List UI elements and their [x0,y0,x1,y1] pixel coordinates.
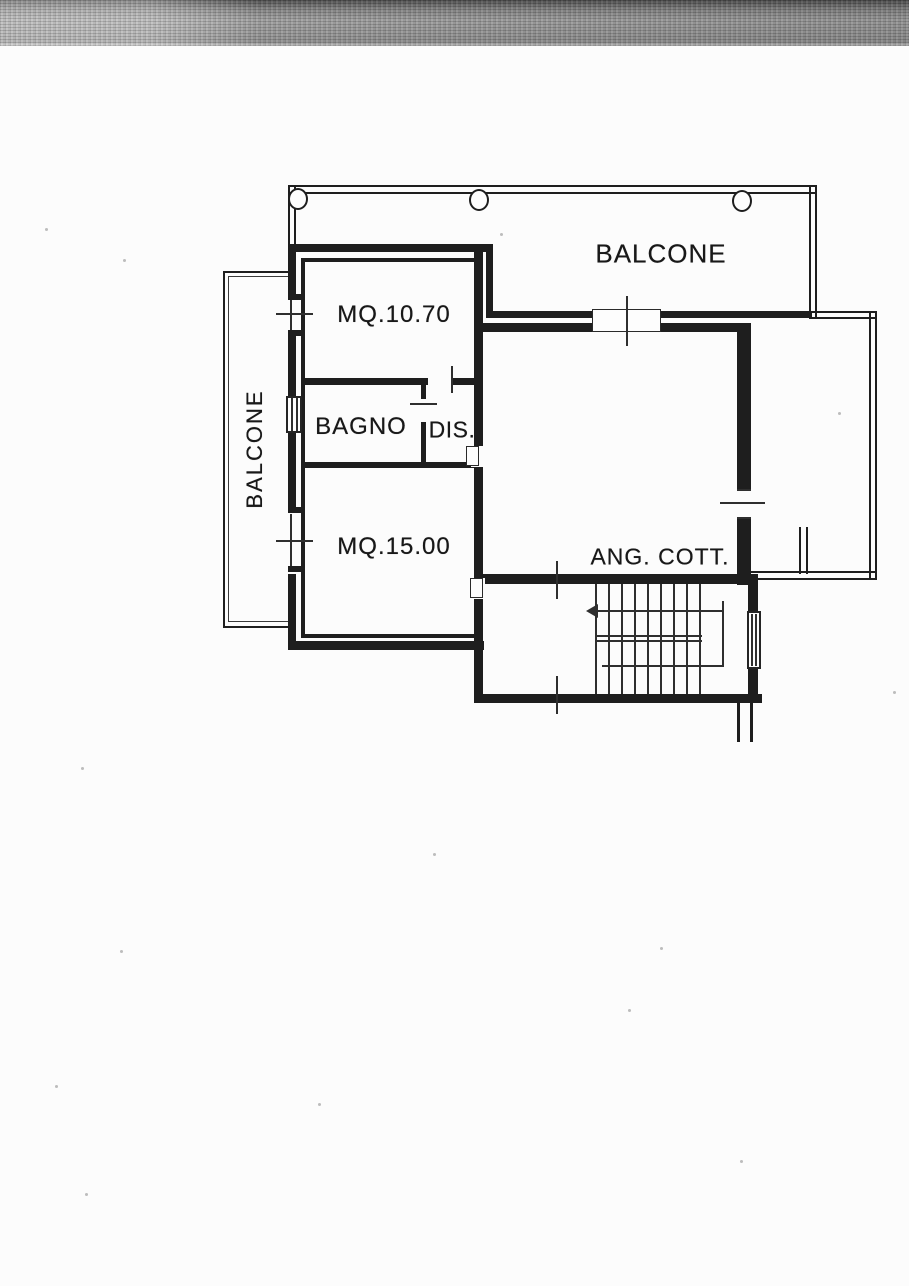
window-mq1070-jamb-bottom [288,330,302,336]
stair-tread [621,584,623,694]
window-living-pane-left [592,309,627,332]
window-mq1500-jamb-top [288,507,302,513]
window-mq1070-glass-line [290,299,292,333]
stair-direction-arrow-icon [586,604,598,618]
window-living-center-tick [626,296,628,346]
living-stair-divider-wall [474,574,758,584]
label-room-mq-15-00: MQ.15.00 [337,533,451,560]
understair-wall-right [750,703,753,742]
door-mq1070-tick [451,366,453,393]
window-mq1070-center-tick [276,313,313,315]
window-mq1500-jamb-bottom [288,566,302,572]
door-living-balcony-tick [720,502,765,504]
balcony-top-right-wall [809,185,817,318]
balcony-column [288,188,308,210]
window-bagno-line-a [291,398,293,431]
apartment-top-wall [288,244,493,252]
stair-tread [660,584,662,694]
stair-landing-line-a [595,635,702,637]
window-bagno-line-b [296,398,298,431]
stair-tread [699,584,701,694]
living-right-wall [737,323,751,585]
window-stairwell-line-b [755,614,757,666]
balcony-divider-stub [799,527,808,574]
door-bagno-dis-tick [410,403,437,405]
label-bagno: BAGNO [315,413,407,440]
label-balcone-left: BALCONE [242,389,267,509]
door-living-balcony-edge-bottom [737,517,751,519]
balcony-column [469,189,489,211]
door-living-balcony-opening [736,490,752,519]
bottom-outer-wall [288,641,484,650]
door-mq1070-opening [428,375,452,389]
door-living-balcony-edge-top [737,489,751,491]
window-mq1070-jamb-top [288,294,302,300]
label-balcone-top: BALCONE [595,238,727,269]
stair-tread [673,584,675,694]
window-mq1500-opening [286,510,298,574]
window-mq1500-glass-line [290,514,292,570]
stair-tread [647,584,649,694]
stair-tread [595,584,597,694]
balcony-right-bottom-wall [745,571,877,580]
label-ang-cott: ANG. COTT. [590,543,730,570]
window-stairwell [747,611,761,669]
balcony-right-outer-wall [869,311,877,579]
window-mq1500-center-tick [276,540,313,542]
stair-tread [634,584,636,694]
window-bagno [286,396,302,433]
stair-path-lower [602,665,724,667]
stair-bottom-wall [474,694,762,703]
stair-tread [686,584,688,694]
stair-tread [608,584,610,694]
stair-bottom-wall-tick [556,676,558,714]
label-room-mq-10-70: MQ.10.70 [337,301,451,328]
apartment-step-wall [486,244,493,318]
balcony-right-top-wall [809,311,877,319]
understair-wall-left [737,703,740,742]
stair-path-upper [596,610,724,612]
stair-top-wall-tick [556,561,558,599]
scan-artifact-band [0,0,909,46]
door-dis-living-leaf [466,446,479,466]
stair-path-vertical [722,601,724,667]
balcony-column [732,190,752,212]
window-stairwell-line-a [751,614,753,666]
door-entrance-leaf [470,578,483,598]
label-dis: DIS. [428,416,476,443]
window-living-pane-right [626,309,661,332]
stair-landing-line-b [595,640,702,642]
